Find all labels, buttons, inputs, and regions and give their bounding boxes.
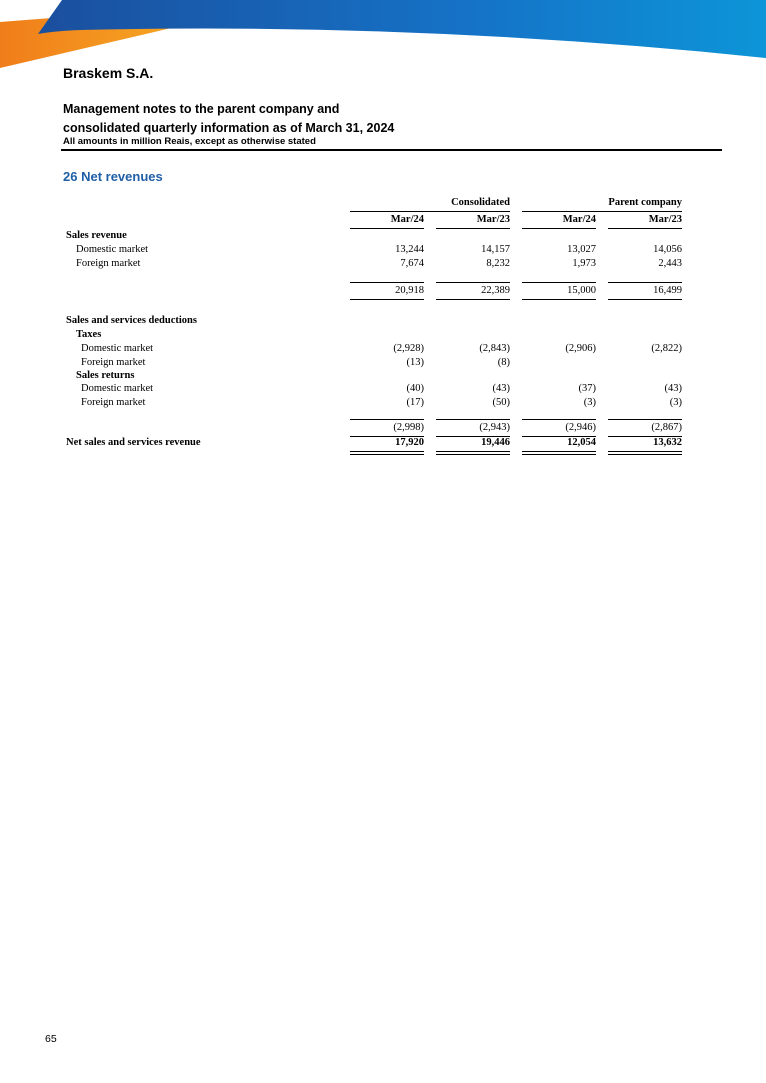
cell: (2,843) [479, 343, 510, 354]
subtotal-rule [436, 299, 510, 300]
table-row [66, 244, 686, 258]
subtotal-rule [436, 282, 510, 283]
cell: 13,244 [395, 244, 424, 255]
group-rule-parent [522, 211, 682, 212]
subtotal-rule [522, 419, 596, 420]
cell: (13) [406, 357, 424, 368]
column-header: Mar/24 [390, 214, 424, 225]
cell: (2,946) [565, 422, 596, 433]
cell: (8) [497, 357, 510, 368]
table-row [66, 315, 686, 329]
cell: 7,674 [400, 258, 424, 269]
cell: (2,928) [393, 343, 424, 354]
cell: (37) [578, 383, 596, 394]
header-rule [61, 149, 722, 151]
row-label: Foreign market [81, 397, 146, 408]
section-title: 26 Net revenues [63, 169, 163, 184]
column-rule [436, 228, 510, 229]
page-number: 65 [45, 1033, 57, 1045]
table-row [66, 383, 686, 397]
subtotal-rule [608, 282, 682, 283]
cell: 14,157 [481, 244, 510, 255]
subtotal-rule [522, 299, 596, 300]
cell: 13,632 [653, 437, 682, 448]
column-header: Mar/23 [476, 214, 510, 225]
column-rule [608, 228, 682, 229]
document-title-line-2: consolidated quarterly information as of March 31, 2024 [63, 121, 395, 135]
table-row [66, 397, 686, 411]
cell: 22,389 [481, 285, 510, 296]
total-row [66, 437, 686, 451]
row-label-sales-returns: Sales returns [76, 370, 135, 381]
subtotal-rule [350, 299, 424, 300]
row-label: Domestic market [81, 343, 154, 354]
subtotal-rule [436, 419, 510, 420]
subtotal-row [66, 422, 686, 436]
cell: 16,499 [653, 285, 682, 296]
column-header-row [66, 214, 686, 228]
cell: 1,973 [572, 258, 596, 269]
cell: (2,943) [479, 422, 510, 433]
row-label-taxes: Taxes [76, 329, 102, 340]
subtotal-row [66, 285, 686, 299]
row-label: Domestic market [76, 244, 149, 255]
column-rule [350, 228, 424, 229]
total-double-rule [608, 451, 682, 455]
column-header: Mar/23 [648, 214, 682, 225]
header-banner [0, 0, 766, 70]
cell: (50) [492, 397, 510, 408]
cell: (3) [669, 397, 682, 408]
column-rule [522, 228, 596, 229]
group-header-parent-company: Parent company [608, 197, 682, 208]
row-label-sales-revenue: Sales revenue [66, 230, 127, 241]
cell: (2,998) [393, 422, 424, 433]
cell: 8,232 [486, 258, 510, 269]
cell: (2,822) [651, 343, 682, 354]
subtotal-rule [350, 419, 424, 420]
cell: (2,906) [565, 343, 596, 354]
cell: (3) [583, 397, 596, 408]
cell: 2,443 [658, 258, 682, 269]
subtotal-rule [608, 299, 682, 300]
row-label: Foreign market [76, 258, 141, 269]
document-subtitle: All amounts in million Reais, except as otherwise stated [63, 136, 316, 147]
column-header: Mar/24 [562, 214, 596, 225]
subtotal-rule [522, 282, 596, 283]
document-title [63, 100, 394, 138]
cell: (17) [406, 397, 424, 408]
cell: 15,000 [567, 285, 596, 296]
cell: (43) [492, 383, 510, 394]
cell: 13,027 [567, 244, 596, 255]
row-label: Foreign market [81, 357, 146, 368]
total-double-rule [436, 451, 510, 455]
group-header-consolidated: Consolidated [451, 197, 510, 208]
table-row [66, 329, 686, 343]
table-row [66, 258, 686, 272]
row-label-deductions: Sales and services deductions [66, 315, 197, 326]
row-label-net-revenue: Net sales and services revenue [66, 437, 201, 448]
cell: 20,918 [395, 285, 424, 296]
table-row [66, 230, 686, 244]
document-title-line-1: Management notes to the parent company and [63, 102, 340, 116]
group-rule-consolidated [350, 211, 510, 212]
table-row [66, 343, 686, 357]
cell: 14,056 [653, 244, 682, 255]
cell: (43) [664, 383, 682, 394]
table-row [66, 357, 686, 371]
row-label: Domestic market [81, 383, 154, 394]
subtotal-rule [350, 282, 424, 283]
cell: 12,054 [567, 437, 596, 448]
cell: 19,446 [481, 437, 510, 448]
company-name: Braskem S.A. [63, 65, 154, 81]
total-double-rule [522, 451, 596, 455]
cell: (40) [406, 383, 424, 394]
subtotal-rule [608, 419, 682, 420]
cell: (2,867) [651, 422, 682, 433]
group-header-row [66, 197, 686, 211]
total-double-rule [350, 451, 424, 455]
cell: 17,920 [395, 437, 424, 448]
table-row [66, 370, 686, 384]
